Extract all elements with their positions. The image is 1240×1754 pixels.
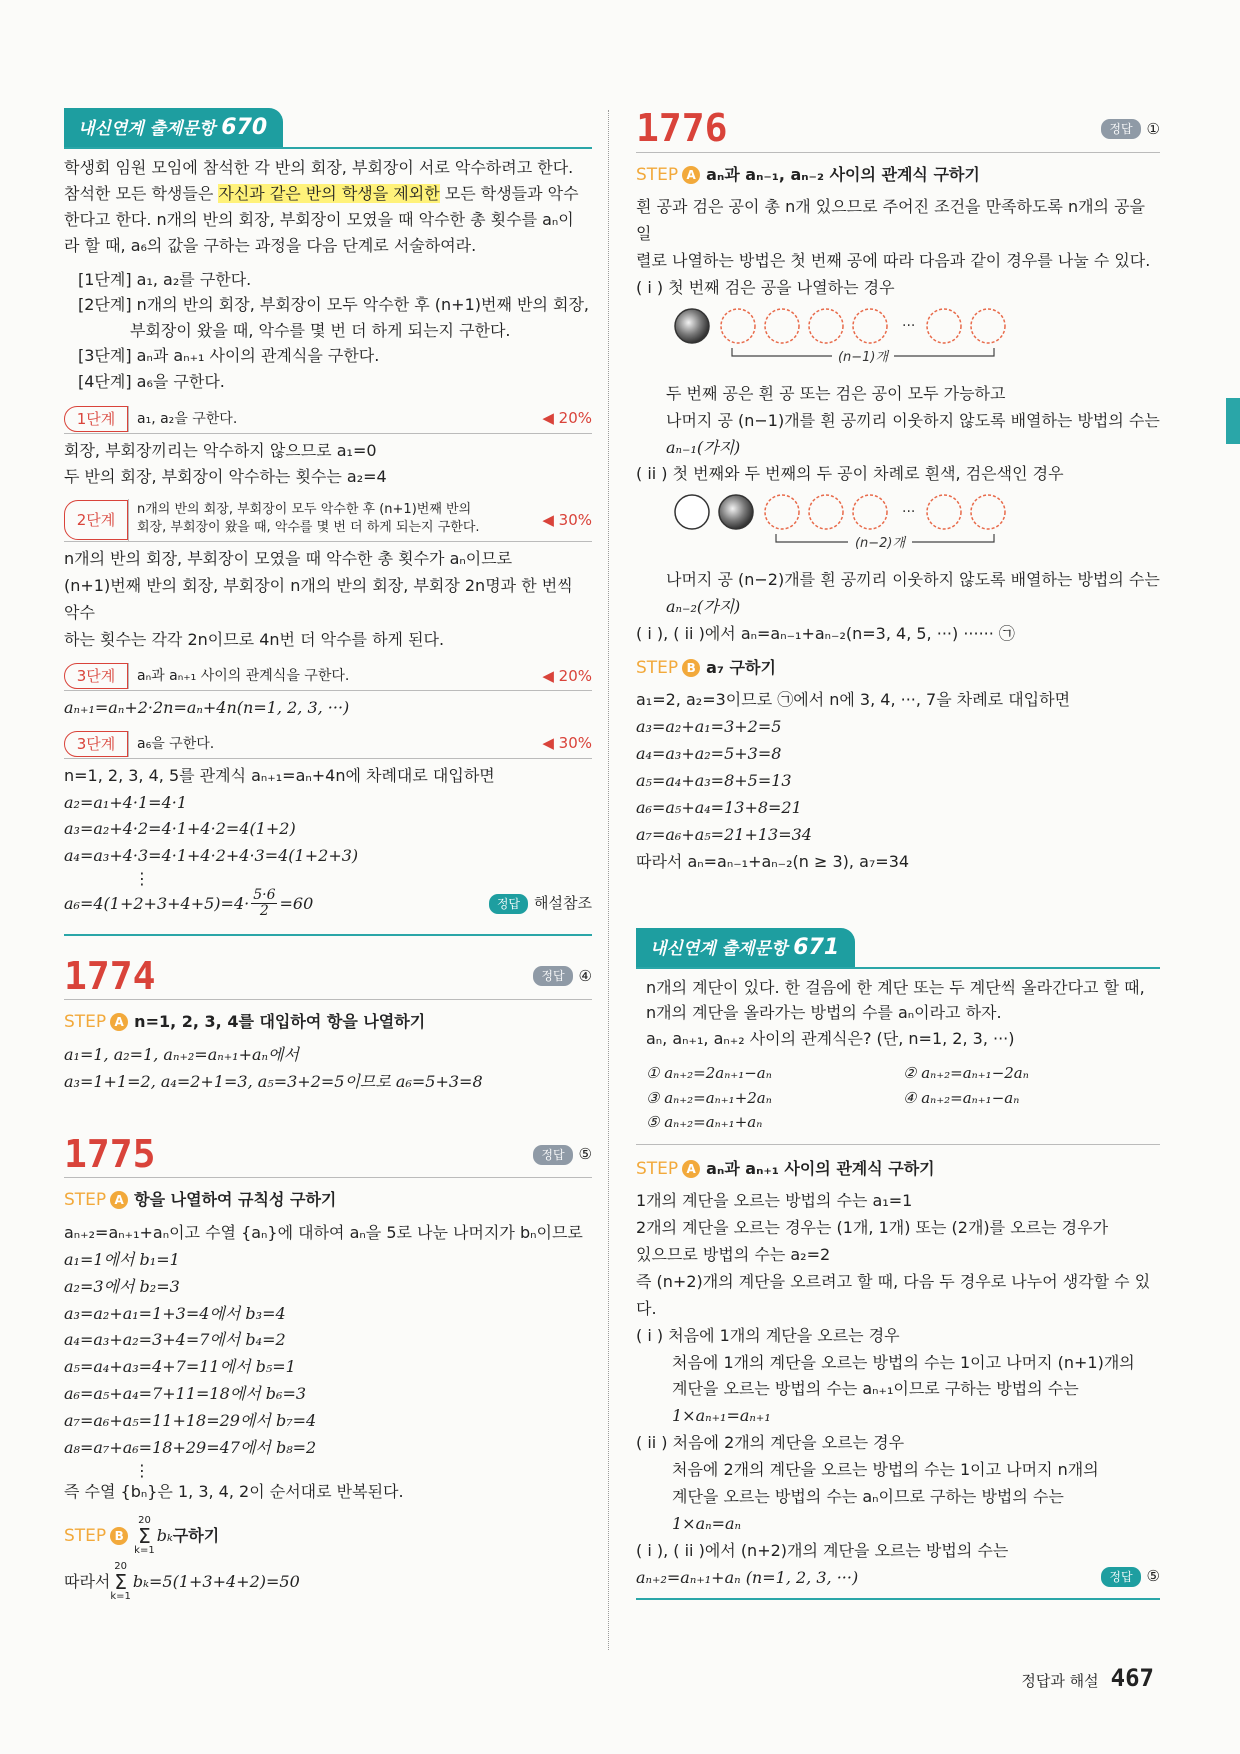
solution-line: 따라서 aₙ=aₙ₋₁+aₙ₋₂(n ≥ 3), a₇=34 — [636, 851, 910, 871]
choice-2: ② aₙ₊₂=aₙ₊₁−2aₙ — [903, 1064, 1029, 1083]
answer: 정답 해설참조 — [489, 892, 592, 915]
sigma-icon: Σ — [114, 1570, 127, 1595]
step-a-heading: STEP A aₙ과 aₙ₋₁, aₙ₋₂ 사이의 관계식 구하기 — [636, 164, 980, 185]
solution-line: 처음에 2개의 계단을 오르는 방법의 수는 1이고 나머지 n개의 — [672, 1460, 1099, 1480]
box-671-tag: 내신연계 출제문항 671 — [636, 928, 855, 967]
solution-line: a₂=3에서 b₂=3 — [64, 1276, 180, 1296]
step-item: 부회장이 왔을 때, 악수를 몇 번 더 하게 되는지 구한다. — [130, 320, 511, 340]
solution-line: 즉 수열 {bₙ}은 1, 3, 4, 2이 순서대로 반복된다. — [64, 1482, 404, 1502]
answer: 정답 ④ — [533, 965, 592, 988]
solution-line: a₇=a₆+a₅=11+18=29에서 b₇=4 — [64, 1411, 317, 1431]
step-a-heading: STEP A n=1, 2, 3, 4를 대입하여 항을 나열하기 — [64, 1012, 426, 1033]
solution-line: a₁=2, a₂=3이므로 ㉠에서 n에 3, 4, ···, 7을 차례로 대입하면 — [636, 690, 1071, 710]
problem-1776 — [636, 108, 1160, 876]
ellipsis-icon: ··· — [902, 504, 916, 521]
step-b-heading: STEP B 20 Σ k=1 bₖ 구하기 — [64, 1515, 220, 1557]
step-item: [4단계] a₆을 구한다. — [78, 372, 225, 391]
step-item: [1단계] a₁, a₂를 구한다. — [78, 269, 252, 289]
solution-line: a₅=a₄+a₃=4+7=11에서 b₅=1 — [64, 1357, 296, 1377]
step-a-heading: STEP A 항을 나열하여 규칙성 구하기 — [64, 1190, 337, 1211]
solution-line: aₙ₋₁(가지) — [666, 437, 741, 457]
solution-line: a₈=a₇+a₆=18+29=47에서 b₈=2 — [64, 1437, 317, 1457]
solution-line: 있으므로 방법의 수는 a₂=2 — [636, 1245, 831, 1265]
solution-line: n개의 반의 회장, 부회장이 모였을 때 악수한 총 횟수가 aₙ이므로 — [64, 549, 513, 569]
solution-line: a₄=a₃+a₂=3+4=7에서 b₄=2 — [64, 1330, 286, 1350]
empty-slot-icon — [927, 309, 961, 343]
case-heading: ( i ) 처음에 1개의 계단을 오르는 경우 — [636, 1325, 900, 1345]
solution-line: 하는 횟수는 각각 2n이므로 4n번 더 악수를 하게 된다. — [64, 629, 445, 649]
solution-line: a₁=1, a₂=1, aₙ₊₂=aₙ₊₁+aₙ에서 — [64, 1044, 299, 1064]
solution-line: aₙ₊₂=aₙ₊₁+aₙ (n=1, 2, 3, ···) — [636, 1567, 859, 1587]
box-671 — [636, 928, 1160, 1600]
solution-line: 처음에 1개의 계단을 오르는 방법의 수는 1이고 나머지 (n+1)개의 — [672, 1352, 1135, 1372]
stage-1-header: 1단계 a₁, a₂을 구한다. ◀ 20% — [64, 405, 592, 434]
empty-slot-icon — [809, 495, 843, 529]
box-670-tag: 내신연계 출제문항 670 — [64, 108, 283, 147]
solution-line: ( i ), ( ii )에서 aₙ=aₙ₋₁+aₙ₋₂(n=3, 4, 5, ···) ······ ㉠ — [636, 624, 1015, 644]
solution-line: aₙ₋₂(가지) — [666, 597, 741, 617]
solution-line: 2개의 계단을 오르는 경우는 (1개, 1개) 또는 (2개)를 오르는 경우가 — [636, 1218, 1109, 1238]
answer: 정답 ① — [1101, 118, 1160, 141]
solution-line: 두 번째 공은 흰 공 또는 검은 공이 모두 가능하고 — [666, 383, 1006, 403]
box-671-header — [636, 928, 1160, 969]
empty-slot-icon — [971, 495, 1005, 529]
divider — [636, 1144, 1160, 1145]
side-tab-marker — [1226, 398, 1240, 444]
solution-line: a₃=1+1=2, a₄=2+1=3, a₅=3+2=5이므로 a₆=5+3=8 — [64, 1071, 483, 1091]
sigma-icon: Σ — [138, 1524, 151, 1549]
vdots: ⋮ — [134, 1460, 150, 1480]
black-ball-icon — [719, 495, 753, 529]
empty-slot-icon — [765, 495, 799, 529]
section-divider — [636, 1598, 1160, 1600]
stage-2-header: 2단계 n개의 반의 회장, 부회장이 모두 악수한 후 (n+1)번째 반의 회장, 부회장이 왔을 때, 악수를 몇 번 더 하게 되는지 구한다. ◀ 30% — [64, 499, 592, 542]
empty-slot-icon — [721, 309, 755, 343]
empty-slot-icon — [971, 309, 1005, 343]
solution-line: 렬로 나열하는 방법은 첫 번째 공에 따라 다음과 같이 경우를 나눌 수 있다. — [636, 251, 1151, 271]
solution-line: a₃=a₂+4·2=4·1+4·2=4(1+2) — [64, 819, 296, 839]
ball-diagram-2 — [672, 492, 1012, 556]
vdots: ⋮ — [134, 869, 150, 889]
ellipsis-icon: ··· — [902, 317, 916, 334]
solution-line: 1×aₙ=aₙ — [672, 1513, 742, 1533]
section-divider — [64, 934, 592, 936]
final-line: a₆=4(1+2+3+4+5)=4· $\frac{5\cdot 6}{2}$ =60 정답 해설참조 — [64, 886, 592, 920]
problem-number: 1776 — [636, 106, 728, 150]
answer: 정답 ⑤ — [533, 1143, 592, 1166]
footer-label: 정답과 해설 — [1021, 1672, 1099, 1690]
problem-number: 1774 — [64, 953, 156, 998]
step-a-heading: STEP A aₙ과 aₙ₊₁ 사이의 관계식 구하기 — [636, 1158, 935, 1179]
ball-diagram-1 — [672, 306, 1012, 370]
case-heading: ( ii ) 첫 번째와 두 번째의 두 공이 차례로 흰색, 검은색인 경우 — [636, 464, 1064, 484]
problem-number: 1775 — [64, 1131, 156, 1176]
box-670-question: 학생회 임원 모임에 참석한 각 반의 회장, 부회장이 서로 악수하려고 한다. 참석한 모든 학생들은 자신과 같은 반의 학생을 제외한 모든 학생들과 악수 한다고 한다. n개의 반의 회장, 부회장이 모였을 때 악수한 총 횟수를 aₙ이 라 할 때, a₆의 값을 구하는 과정을 다음 단계로 서술하여라. — [64, 158, 579, 255]
column-divider — [608, 110, 609, 1650]
step-item: [3단계] aₙ과 aₙ₊₁ 사이의 관계식을 구한다. — [78, 346, 380, 366]
black-ball-icon — [675, 309, 709, 343]
brace-label: (n−2)개 — [854, 536, 906, 552]
step-item: [2단계] n개의 반의 회장, 부회장이 모두 악수한 후 (n+1)번째 반의 회장, — [78, 295, 589, 315]
empty-slot-icon — [927, 495, 961, 529]
solution-line: a₄=a₃+4·3=4·1+4·2+4·3=4(1+2+3) — [64, 846, 359, 866]
solution-line: a₆=a₅+a₄=7+11=18에서 b₆=3 — [64, 1384, 307, 1404]
solution-line: a₂=a₁+4·1=4·1 — [64, 792, 188, 812]
solution-line: 흰 공과 검은 공이 총 n개 있으므로 주어진 조건을 만족하도록 n개의 공을 일 — [636, 197, 1145, 244]
solution-line: a₇=a₆+a₅=21+13=34 — [636, 824, 812, 844]
empty-slot-icon — [853, 309, 887, 343]
solution-line: 계단을 오르는 방법의 수는 aₙ₊₁이므로 구하는 방법의 수는 — [672, 1379, 1079, 1399]
solution-line: aₙ₊₁=aₙ+2·2n=aₙ+4n(n=1, 2, 3, ···) — [64, 697, 350, 717]
answer: 정답 ⑤ — [1101, 1565, 1160, 1588]
solution-line: a₆=a₅+a₄=13+8=21 — [636, 797, 802, 817]
case-heading: ( i ) 첫 번째 검은 공을 나열하는 경우 — [636, 277, 895, 297]
highlight: 자신과 같은 반의 학생을 제외한 — [218, 183, 440, 203]
box-671-question: n개의 계단이 있다. 한 걸음에 한 계단 또는 두 계단씩 올라간다고 할 때, n개의 계단을 올라가는 방법의 수를 aₙ이라고 하자. aₙ, aₙ₊₁, aₙ₊₂ 사이의 관계식은? (단, n=1, 2, 3, ···) — [646, 977, 1145, 1049]
problem-1774 — [64, 953, 592, 1096]
choice-4: ④ aₙ₊₂=aₙ₊₁−aₙ — [903, 1088, 1020, 1107]
solution-line: 두 반의 회장, 부회장이 악수하는 횟수는 a₂=4 — [64, 467, 387, 487]
right-column — [636, 108, 1160, 1614]
solution-line: 따라서 20 Σ k=1 bₖ=5(1+3+4+2)=50 — [64, 1561, 300, 1603]
solution-line: (n+1)번째 반의 회장, 부회장이 n개의 반의 회장, 부회장 2n명과 한 번씩 악수 — [64, 576, 573, 623]
choice-3: ③ aₙ₊₂=aₙ₊₁+2aₙ — [646, 1088, 772, 1107]
box-670 — [64, 108, 592, 920]
case-heading: ( ii ) 처음에 2개의 계단을 오르는 경우 — [636, 1433, 905, 1453]
problem-1775 — [64, 1131, 592, 1603]
solution-line: 1×aₙ₊₁=aₙ₊₁ — [672, 1406, 771, 1426]
empty-slot-icon — [853, 495, 887, 529]
left-column — [64, 108, 592, 1602]
solution-line: a₄=a₃+a₂=5+3=8 — [636, 744, 782, 764]
choice-1: ① aₙ₊₂=2aₙ₊₁−aₙ — [646, 1064, 772, 1083]
solution-line: 나머지 공 (n−2)개를 흰 공끼리 이웃하지 않도록 배열하는 방법의 수는 — [666, 570, 1160, 590]
empty-slot-icon — [765, 309, 799, 343]
solution-line: 즉 (n+2)개의 계단을 오르려고 할 때, 다음 두 경우로 나누어 생각할 수 있다. — [636, 1271, 1151, 1318]
solution-line: a₃=a₂+a₁=3+2=5 — [636, 717, 782, 737]
page-footer — [1021, 1660, 1154, 1696]
solution-line: 1개의 계단을 오르는 방법의 수는 a₁=1 — [636, 1191, 913, 1211]
stage-3-header: 3단계 aₙ과 aₙ₊₁ 사이의 관계식을 구한다. ◀ 20% — [64, 662, 592, 691]
empty-slot-icon — [809, 309, 843, 343]
solution-line: 회장, 부회장끼리는 악수하지 않으므로 a₁=0 — [64, 440, 377, 460]
stage-4-header: 3단계 a₆을 구한다. ◀ 30% — [64, 730, 592, 759]
page-number: 467 — [1110, 1664, 1154, 1692]
choice-5: ⑤ aₙ₊₂=aₙ₊₁+aₙ — [646, 1113, 763, 1132]
step-list — [78, 267, 592, 395]
solution-line: n=1, 2, 3, 4, 5를 관계식 aₙ₊₁=aₙ+4n에 차례대로 대입하면 — [64, 765, 495, 785]
solution-line: a₃=a₂+a₁=1+3=4에서 b₃=4 — [64, 1303, 286, 1323]
brace-label: (n−1)개 — [837, 349, 889, 365]
solution-line: ( i ), ( ii )에서 (n+2)개의 계단을 오르는 방법의 수는 — [636, 1540, 1009, 1560]
box-670-header — [64, 108, 592, 149]
solution-line: a₁=1에서 b₁=1 — [64, 1249, 180, 1269]
choice-list — [646, 1062, 1160, 1134]
solution-line: aₙ₊₂=aₙ₊₁+aₙ이고 수열 {aₙ}에 대하여 aₙ을 5로 나눈 나머지가 bₙ이므로 — [64, 1222, 583, 1242]
solution-line: a₅=a₄+a₃=8+5=13 — [636, 771, 792, 791]
white-ball-icon — [675, 495, 709, 529]
step-b-heading: STEP B a₇ 구하기 — [636, 657, 776, 678]
solution-line: 계단을 오르는 방법의 수는 aₙ이므로 구하는 방법의 수는 — [672, 1486, 1064, 1506]
solution-line: 나머지 공 (n−1)개를 흰 공끼리 이웃하지 않도록 배열하는 방법의 수는 — [666, 410, 1160, 430]
